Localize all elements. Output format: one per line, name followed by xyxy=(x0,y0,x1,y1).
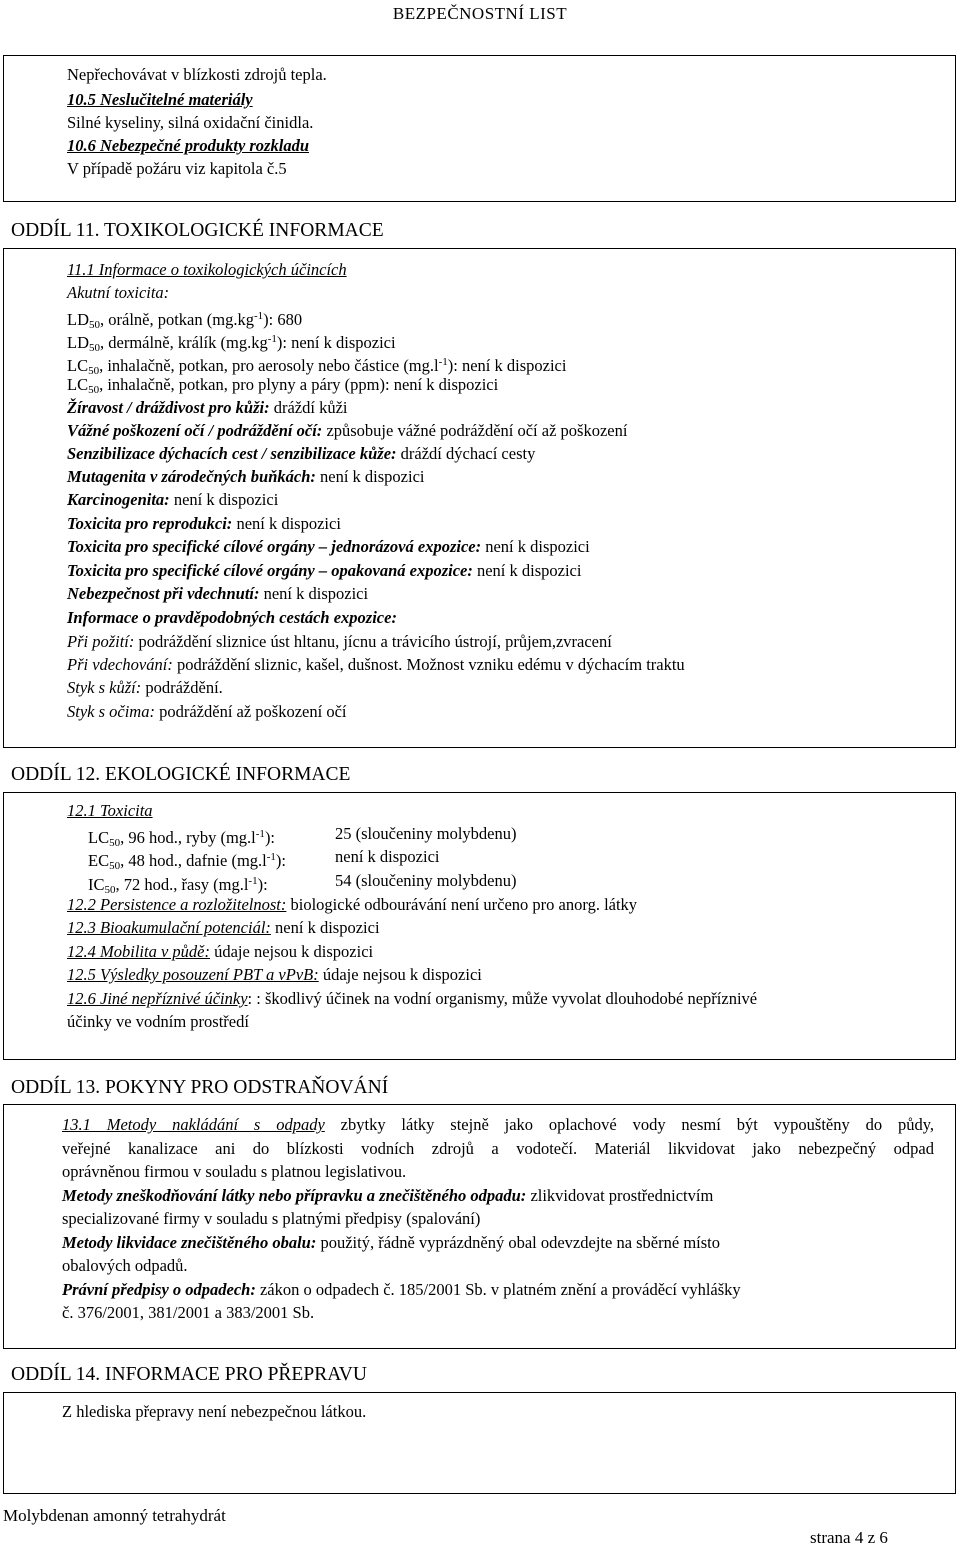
ld50-derm-b: , dermálně, králík (mg.kg xyxy=(100,333,268,352)
stot-repeated-label: Toxicita pro specifické cílové orgány – opakovaná expozice: xyxy=(67,561,473,580)
stot-repeated xyxy=(67,561,581,581)
ingestion-value: podráždění sliznice úst hltanu, jícnu a trávicího ústrojí, průjem,zvracení xyxy=(134,632,612,651)
decomposition-note: V případě požáru viz kapitola č.5 xyxy=(67,159,287,178)
ld50-oral-b: , orálně, potkan (mg.kg xyxy=(100,310,254,329)
bioaccumulation-label: 12.3 Bioakumulační potenciál: xyxy=(67,918,271,937)
waste-methods xyxy=(62,1115,934,1135)
incompatible-materials: Silné kyseliny, silná oxidační činidla. xyxy=(67,113,314,132)
waste-legislation-line-2: č. 376/2001, 381/2001 a 383/2001 Sb. xyxy=(62,1303,315,1322)
eco-ec50-c: ): xyxy=(275,851,286,870)
other-effects-label: 12.6 Jiné nepříznivé účinky xyxy=(67,989,248,1008)
eco-lc50-sub: 50 xyxy=(109,837,121,849)
ingestion xyxy=(67,632,612,652)
stot-single xyxy=(67,537,590,557)
lc50-aer-sup: -1 xyxy=(438,356,448,368)
section-12-title: ODDÍL 12. EKOLOGICKÉ INFORMACE xyxy=(11,764,351,785)
document-header-title: BEZPEČNOSTNÍ LIST xyxy=(392,4,568,23)
stot-repeated-value: není k dispozici xyxy=(472,561,582,580)
mutagenicity-value: není k dispozici xyxy=(315,467,425,486)
other-effects xyxy=(67,989,757,1009)
packaging-disposal xyxy=(62,1233,720,1253)
waste-methods-line-2: veřejné kanalizace ani do blízkosti vodních zdrojů a vodotečí. Materiál likvidovat jako nebezpečný odpad xyxy=(62,1139,934,1158)
eco-ic50-c: ): xyxy=(257,875,268,894)
transport-info: Z hlediska přepravy není nebezpečnou látkou. xyxy=(62,1402,367,1421)
eye-contact-value: podráždění až poškození očí xyxy=(154,702,347,721)
lc50-aer-sub: 50 xyxy=(88,365,100,377)
eco-lc50-a: LC xyxy=(88,828,110,847)
pbt-assessment-label: 12.5 Výsledky posouzení PBT a vPvB: xyxy=(67,965,319,984)
lc50-aer-a: LC xyxy=(67,356,89,375)
inhalation-label: Při vdechování: xyxy=(67,655,173,674)
disposal-methods-label: Metody zneškodňování látky nebo přípravku a znečištěného odpadu: xyxy=(62,1186,527,1205)
ld50-derm-a: LD xyxy=(67,333,89,352)
heading-11-1 xyxy=(67,260,347,280)
eco-lc50-b: , 96 hod., ryby (mg.l xyxy=(120,828,256,847)
heading-10-5-text: 10.5 Neslučitelné materiály xyxy=(67,90,253,109)
aspiration-hazard xyxy=(67,584,368,604)
reproductive-toxicity-label: Toxicita pro reprodukci: xyxy=(67,514,233,533)
reproductive-toxicity-value: není k dispozici xyxy=(232,514,341,533)
pbt-assessment-value: údaje nejsou k dispozici xyxy=(318,965,482,984)
sensitization-label: Senzibilizace dýchacích cest / senzibilizace kůže: xyxy=(67,444,397,463)
inhalation-value: podráždění sliznic, kašel, dušnost. Možnost vzniku edému v dýchacím traktu xyxy=(172,655,685,674)
packaging-disposal-value: použitý, řádně vyprázdněný obal odevzdejte na sběrné místo xyxy=(316,1233,720,1252)
ld50-oral-a: LD xyxy=(67,310,89,329)
lc50-gas-a: LC xyxy=(67,375,89,394)
eco-lc50-sup: -1 xyxy=(255,828,265,840)
waste-legislation xyxy=(62,1280,741,1300)
carcinogenicity xyxy=(67,490,278,510)
other-effects-value: : : škodlivý účinek na vodní organismy, může vyvolat dlouhodobé nepříznivé xyxy=(247,989,758,1008)
eco-ic50-sup: -1 xyxy=(248,875,258,887)
eco-ic50-value: 54 (sloučeniny molybdenu) xyxy=(335,871,517,890)
inhalation xyxy=(67,655,685,675)
sensitization-value: dráždí dýchací cesty xyxy=(396,444,536,463)
eco-ec50-value: není k dispozici xyxy=(335,847,440,866)
ld50-derm-sup: -1 xyxy=(267,333,277,345)
eco-ec50-b: , 48 hod., dafnie (mg.l xyxy=(120,851,267,870)
eco-lc50-value: 25 (sloučeniny molybdenu) xyxy=(335,824,517,843)
carcinogenicity-value: není k dispozici xyxy=(169,490,279,509)
ld50-oral-c: ): 680 xyxy=(263,310,303,329)
heading-10-5 xyxy=(67,90,253,110)
mobility-label: 12.4 Mobilita v půdě: xyxy=(67,942,210,961)
eye-contact-label: Styk s očima: xyxy=(67,702,155,721)
lc50-gas xyxy=(67,375,498,400)
skin-contact-value: podráždění. xyxy=(141,678,223,697)
ld50-oral-sub: 50 xyxy=(89,319,100,331)
mutagenicity-label: Mutagenita v zárodečných buňkách: xyxy=(67,467,316,486)
acute-toxicity-label: Akutní toxicita: xyxy=(67,283,170,302)
persistence-label: 12.2 Persistence a rozložitelnost: xyxy=(67,895,287,914)
pbt-assessment xyxy=(67,965,482,985)
storage-note: Nepřechovávat v blízkosti zdrojů tepla. xyxy=(67,65,327,84)
eye-damage xyxy=(67,421,627,441)
section-14-title: ODDÍL 14. INFORMACE PRO PŘEPRAVU xyxy=(11,1364,367,1385)
mobility xyxy=(67,942,373,962)
lc50-gas-sub: 50 xyxy=(88,384,100,396)
lc50-gas-b: , inhalačně, potkan, pro plyny a páry (ppm): není k dispozici xyxy=(99,375,499,394)
heading-11-1-text: 11.1 Informace o toxikologických účincích xyxy=(67,260,347,279)
reproductive-toxicity xyxy=(67,514,341,534)
section-13-title: ODDÍL 13. POKYNY PRO ODSTRAŇOVÁNÍ xyxy=(11,1077,389,1098)
waste-legislation-label: Právní předpisy o odpadech: xyxy=(62,1280,256,1299)
heading-12-1-text: 12.1 Toxicita xyxy=(67,801,153,820)
skin-contact-label: Styk s kůží: xyxy=(67,678,142,697)
carcinogenicity-label: Karcinogenita: xyxy=(67,490,170,509)
bioaccumulation xyxy=(67,918,380,938)
heading-10-6 xyxy=(67,136,309,156)
sensitization xyxy=(67,444,535,464)
aspiration-hazard-label: Nebezpečnost při vdechnutí: xyxy=(67,584,260,603)
disposal-methods-line-2: specializované firmy v souladu s platnými předpisy (spalování) xyxy=(62,1209,481,1228)
section-11-title: ODDÍL 11. TOXIKOLOGICKÉ INFORMACE xyxy=(11,220,384,241)
packaging-disposal-line-2: obalových odpadů. xyxy=(62,1256,188,1275)
skin-corrosion-label: Žíravost / dráždivost pro kůži: xyxy=(67,398,270,417)
disposal-methods xyxy=(62,1186,713,1206)
lc50-aer-c: ): není k dispozici xyxy=(447,356,567,375)
persistence xyxy=(67,895,637,915)
eco-lc50-c: ): xyxy=(264,828,276,847)
ld50-oral-sup: -1 xyxy=(253,310,264,322)
footer-page-number: strana 4 z 6 xyxy=(810,1528,888,1547)
skin-corrosion xyxy=(67,398,348,418)
packaging-disposal-label: Metody likvidace znečištěného obalu: xyxy=(62,1233,317,1252)
exposure-routes-heading: Informace o pravděpodobných cestách expozice: xyxy=(67,608,397,627)
stot-single-value: není k dispozici xyxy=(481,537,590,556)
persistence-value: biologické odbourávání není určeno pro anorg. látky xyxy=(286,895,638,914)
stot-single-label: Toxicita pro specifické cílové orgány – jednorázová expozice: xyxy=(67,537,482,556)
eco-ec50-a: EC xyxy=(88,851,110,870)
mobility-value: údaje nejsou k dispozici xyxy=(209,942,374,961)
waste-methods-line-3: oprávněnou firmou v souladu s platnou legislativou. xyxy=(62,1162,407,1181)
skin-contact xyxy=(67,678,223,698)
mutagenicity xyxy=(67,467,425,487)
ld50-derm-c: ): není k dispozici xyxy=(276,333,396,352)
eco-ec50-sub: 50 xyxy=(109,860,121,872)
eco-ic50-sub: 50 xyxy=(104,884,116,896)
waste-legislation-value: zákon o odpadech č. 185/2001 Sb. v platném znění a prováděcí vyhlášky xyxy=(255,1280,741,1299)
skin-corrosion-value: dráždí kůži xyxy=(269,398,348,417)
ld50-derm-sub: 50 xyxy=(89,342,100,354)
waste-methods-value: zbytky látky stejně jako oplachové vody nesmí být vypouštěny do půdy, xyxy=(324,1115,935,1134)
eco-ec50-sup: -1 xyxy=(266,851,276,863)
eye-damage-value: způsobuje vážné podráždění očí až poškození xyxy=(322,421,628,440)
ingestion-label: Při požití: xyxy=(67,632,135,651)
waste-methods-label: 13.1 Metody nakládání s odpady xyxy=(62,1115,325,1134)
eye-contact xyxy=(67,702,347,722)
eco-ic50-a: IC xyxy=(88,875,105,894)
heading-10-6-text: 10.6 Nebezpečné produkty rozkladu xyxy=(67,136,309,155)
eye-damage-label: Vážné poškození očí / podráždění očí: xyxy=(67,421,323,440)
heading-12-1 xyxy=(67,801,153,821)
bioaccumulation-value: není k dispozici xyxy=(270,918,380,937)
footer-product-name: Molybdenan amonný tetrahydrát xyxy=(3,1506,226,1525)
aspiration-hazard-value: není k dispozici xyxy=(259,584,369,603)
eco-ic50-b: , 72 hod., řasy (mg.l xyxy=(115,875,249,894)
other-effects-continued: účinky ve vodním prostředí xyxy=(67,1012,249,1031)
lc50-aer-b: , inhalačně, potkan, pro aerosoly nebo částice (mg.l xyxy=(99,356,439,375)
disposal-methods-value: zlikvidovat prostřednictvím xyxy=(526,1186,714,1205)
